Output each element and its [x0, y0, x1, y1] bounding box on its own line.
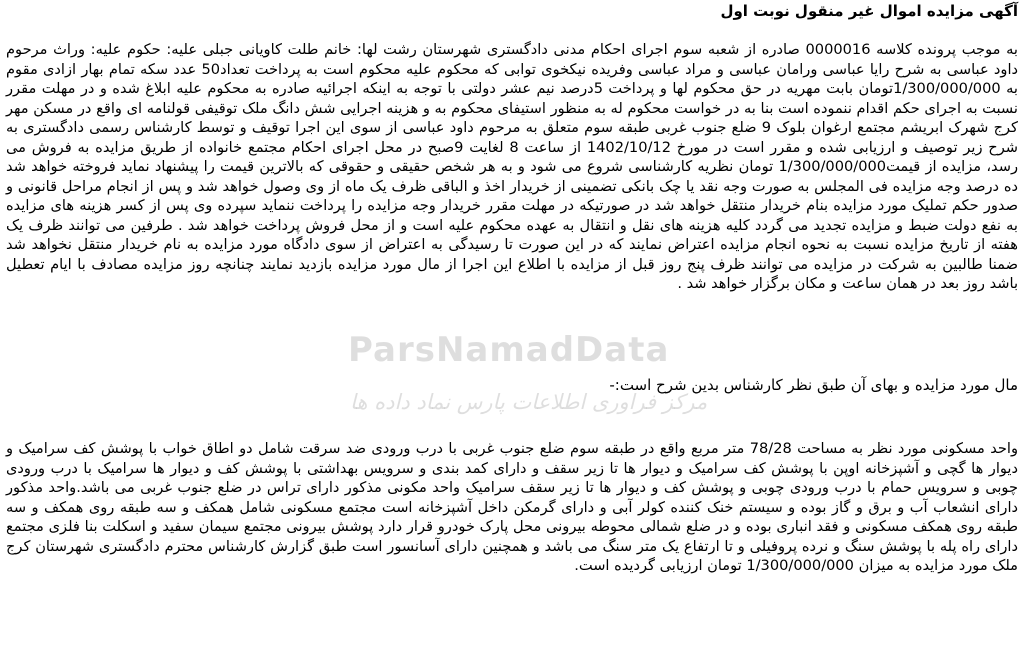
notice-body-paragraph: به موجب پرونده کلاسه 0000016 صادره از شعبه سوم اجرای احکام مدنی دادگستری شهرستان رشت لها: خانم طلت کاویانی جبلی علیه: حکوم علیه: وراث مرحوم داود عباسی به شرح رایا عباسی ورامان عباسی و مراد عباسی وفریده نیکخوی توابی که محکوم علیه محکوم است به پرداخت تعداد50 عدد سکه تمام بهار ازادی مقوم به 1/300/000/000تومان بابت مهریه در حق محکوم لها و پرداخت 5درصد نیم عشر دولتی با توجه به اینکه اجرائیه صادره به محکوم علیه ابلاغ شده و در مهلت مقرر نسبت به اجرای حکم اقدام ننموده است بنا به در خواست محکوم له به منظور استیفای محکوم به و هزینه اجرایی شش دانگ ملک توقیفی قولنامه ای واقع در مسکن مهر کرج شهرک ابریشم مجتمع ارغوان بلوک 9 ضلع جنوب غربی طبقه سوم متعلق به مرحوم داود عباسی از سوی این اجرا توقیف و توسط کارشناس رسمی دادگستری به شرح زیر توصیف و ارزیابی شده و مقرر است در مورخ 1402/10/12 از ساعت 8 لغایت 9صبح در محل اجرای احکام مجتمع خانواده از طریق مزایده به فروش می رسد، مزایده از قیمت1/300/000/000 تومان نظریه کارشناسی شروع می شود و به هر شخص حقیقی و حقوقی که بالاترین قیمت را پیشنهاد نماید فروخته خواهد شد ده درصد وجه مزایده فی المجلس به صورت وجه نقد یا چک بانکی تضمینی از خریدار اخذ و الباقی ظرف یک ماه از وی وصول خواهد شد و پس از انجام مراحل قانونی و صدور حکم تملیک مورد مزایده بنام خریدار منتقل خواهد شد در صورتیکه در مهلت مقرر خریدار وجه مزایده را پرداخت ننماید سپرده وی پس از کسر هزینه های مزایده به نفع دولت ضبط و مزایده تجدید می گردد کلیه هزینه های نقل و انتقال به عهده محکوم علیه است و از محل فروش پرداخت خواهد شد . طرفین می توانند ظرف یک هفته از تاریخ مزایده نسبت به نحوه انجام مزایده اعتراض نمایند که در این صورت تا رسیدگی به اعتراض از سوی دادگاه مورد مزایده به نام خریدار منتقل نخواهد شد ضمنا طالبین به شرکت در مزایده می توانند ظرف پنج روز قبل از مزایده با اطلاع این اجرا از مال مورد مزایده بازدید نمایند چنانچه روز مزایده مصادف با ایام تعطیل باشد روز بعد در همان ساعت و مکان برگزار خواهد شد . — [6, 41, 1018, 292]
property-description-paragraph: واحد مسکونی مورد نظر به مساحت 78/28 متر مربع واقع در طبقه سوم ضلع جنوب غربی با درب ورودی ضد سرقت شامل دو اطاق خواب با پوشش کف سرامیک و دیوار ها گچی و آشپزخانه اوپن با پوشش کف سرامیک و دیوار ها تا زیر سقف و دارای کمد بندی و سرویس بهداشتی با پوشش کف و دیوار ها سرامیک با درب ورودی چوبی و سرویس حمام با درب ورودی چوبی و پوشش کف و دیوار ها تا زیر سقف سرامیک واحد مکونی مذکور دارای تراس در ضلع جنوب غربی می باشد.واحد مذکور دارای انشعاب آب و برق و گاز بوده و سیستم خنک کننده کولر آبی و دارای گرمکن داخل آشپزخانه است مجتمع مسکونی شامل همکف و سه طبقه روی همکف و سه طبقه روی همکف مسکونی و فقد انباری بوده و در ضلع شمالی محوطه بیرونی محل پارک خودرو قرار دارد پوشش بیرونی مجتمع سیمان سفید و اسکلت بنا فلزی مجتمع دارای راه پله با پوشش سنگ و نرده پروفیلی و تا ارتفاع یک متر سنگ می باشد و همچنین دارای آسانسور است طبق گزارش کارشناس محترم دادگستری شهرستان کرج ملک مورد مزایده به میزان 1/300/000/000 تومان ارزیابی گردیده است. — [6, 440, 1018, 574]
notice-title: آگهی مزایده اموال غیر منقول نوبت اول — [720, 2, 1018, 20]
property-section-heading: مال مورد مزایده و بهای آن طبق نظر کارشناس بدین شرح است:- — [609, 376, 1018, 394]
watermark-subtitle: مرکز فراوری اطلاعات پارس نماد داده ها — [350, 390, 708, 414]
watermark-logo: ParsNamadData — [348, 330, 670, 370]
